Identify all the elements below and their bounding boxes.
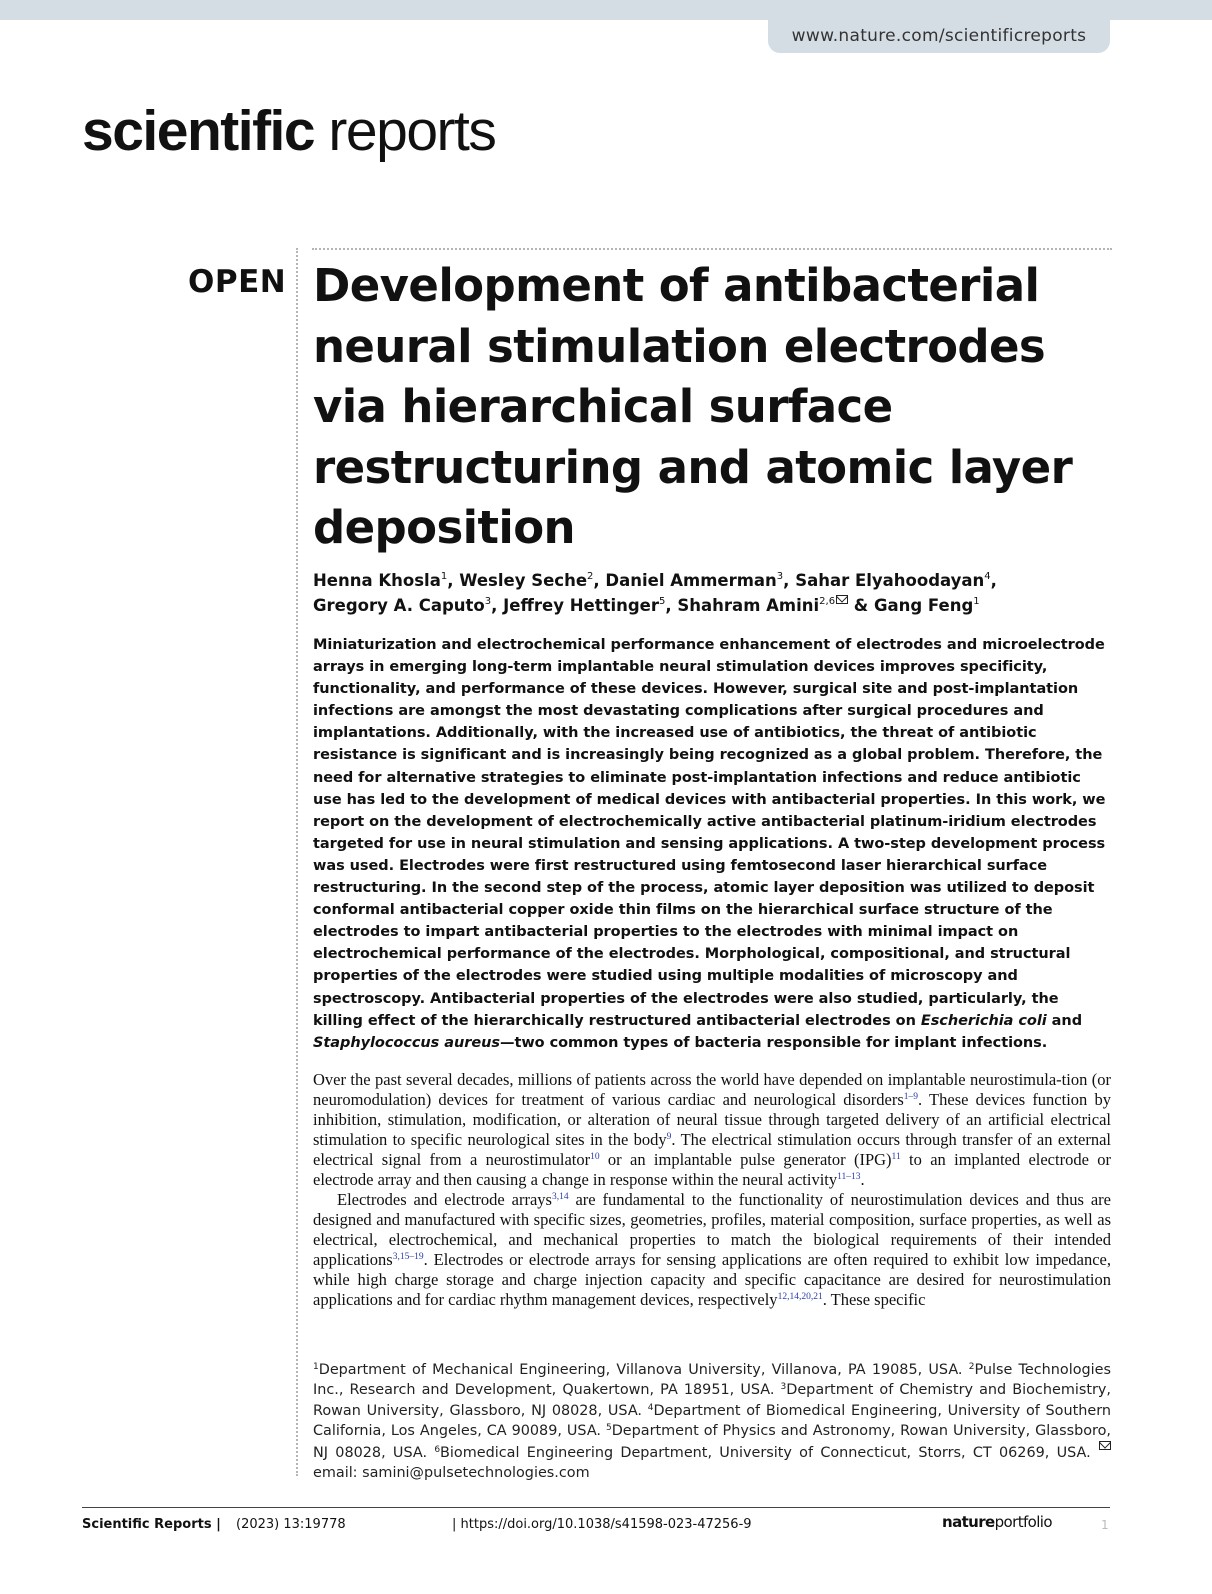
affiliation-number: 4 bbox=[647, 1402, 654, 1413]
footer-citation: (2023) 13:19778 bbox=[236, 1517, 346, 1532]
dotted-divider-top bbox=[312, 248, 1112, 250]
author-affiliation: 2,6 bbox=[819, 596, 836, 607]
paragraph-text: Over the past several decades, millions of patients across the world have depended on implantable neurostimula-tion (or neuromodulation) devices for treatment of various cardiac and neurological disorders bbox=[313, 1070, 1111, 1109]
top-color-band bbox=[0, 0, 1212, 20]
author-separator: & bbox=[848, 596, 874, 615]
publisher-logo-bold: nature bbox=[942, 1513, 995, 1531]
paragraph-text: or an implantable pulse generator (IPG) bbox=[599, 1150, 892, 1169]
citation-ref[interactable]: 3,15–19 bbox=[392, 1252, 424, 1262]
author-name[interactable]: Gregory A. Caputo bbox=[313, 596, 485, 615]
affiliation-number: 5 bbox=[605, 1422, 612, 1433]
author-affiliation: 4 bbox=[984, 571, 991, 582]
envelope-icon bbox=[1099, 1441, 1111, 1450]
body-text bbox=[313, 1070, 1111, 1310]
author-name[interactable]: Sahar Elyahoodayan bbox=[795, 571, 985, 590]
citation-ref[interactable]: 11–13 bbox=[837, 1172, 861, 1182]
journal-logo-bold: scientific bbox=[82, 99, 315, 163]
author-separator: , bbox=[491, 596, 504, 615]
affiliation-number: 2 bbox=[968, 1362, 975, 1372]
page-number: 1 bbox=[1101, 1518, 1109, 1532]
open-access-label: OPEN bbox=[188, 264, 287, 300]
author-separator: , bbox=[990, 571, 997, 590]
citation-ref[interactable]: 10 bbox=[590, 1152, 600, 1162]
publisher-logo bbox=[942, 1513, 1052, 1531]
abstract-text: Miniaturization and electrochemical performance enhancement of electrodes and microelectrode arrays in emerging long-term implantable neural stimulation devices improves specificity, functionality, and performance of these devices. However, surgical site and post-implantation infections are amongst the most devastating complications after surgical procedures and implantations. Additionally, with the increased use of antibiotics, the threat of antibiotic resistance is significant and is increasingly being recognized as a global problem. Therefore, the need for alternative strategies to eliminate post-implantation infections and reduce antibiotic use has led to the development of medical devices with antibacterial properties. In this work, we report on the development of electrochemically active antibacterial platinum-iridium electrodes targeted for use in neural stimulation and sensing applications. A two-step development process was used. Electrodes were first restructured using femtosecond laser hierarchical surface restructuring. In the second step of the process, atomic layer deposition was utilized to deposit conformal antibacterial copper oxide thin films on the hierarchical surface structure of the electrodes to impart antibacterial properties to the electrodes with minimal impact on electrochemical performance of the electrodes. Morphological, compositional, and structural properties of the electrodes were studied using multiple modalities of microscopy and spectroscopy. Antibacterial properties of the electrodes were also studied, particularly, the killing effect of the hierarchically restructured antibacterial electrodes on bbox=[313, 637, 1106, 1029]
citation-ref[interactable]: 11 bbox=[891, 1152, 901, 1162]
author-separator: , bbox=[593, 571, 606, 590]
author-name[interactable]: Daniel Ammerman bbox=[605, 571, 777, 590]
journal-logo bbox=[82, 96, 495, 166]
paragraph-text: . bbox=[860, 1170, 865, 1189]
article-title: Development of antibacterial neural stimulation electrodes via hierarchical surface restructuring and atomic layer deposition bbox=[313, 259, 1073, 554]
paragraph-text: . These specific bbox=[822, 1290, 926, 1309]
citation-ref[interactable]: 3,14 bbox=[551, 1192, 569, 1202]
abstract-text: and bbox=[1046, 1012, 1083, 1029]
author-name[interactable]: Henna Khosla bbox=[313, 571, 441, 590]
paragraph-text: . These devices function by inhibition, stimulation, modification, or alteration of neural tissue through targeted delivery of an artificial electrical stimulation to specific neurological sites in the body bbox=[313, 1090, 1112, 1149]
publisher-logo-light: portfolio bbox=[994, 1513, 1052, 1531]
author-affiliation: 3 bbox=[776, 571, 784, 582]
affiliation-number: 3 bbox=[780, 1382, 787, 1393]
footer-doi-link[interactable]: | https://doi.org/10.1038/s41598-023-47256-9 bbox=[452, 1517, 752, 1532]
author-name[interactable]: Gang Feng bbox=[873, 596, 974, 615]
citation-ref[interactable]: 12,14,20,21 bbox=[777, 1292, 823, 1302]
citation-ref[interactable]: 1–9 bbox=[903, 1092, 919, 1102]
paragraph-text: are fundamental to the functionality of neurostimulation devices and thus are designed and manufactured with specific sizes, geometries, profiles, material composition, surface properties, as well as electrical, electrochemical, and mechanical properties to match the biological requirements of their intended applications bbox=[313, 1190, 1111, 1269]
abstract bbox=[313, 634, 1113, 1054]
author-affiliation: 1 bbox=[440, 571, 448, 582]
author-name[interactable]: Jeffrey Hettinger bbox=[503, 596, 660, 615]
author-separator: , bbox=[783, 571, 796, 590]
affiliation-number: 6 bbox=[434, 1445, 441, 1456]
citation-ref[interactable]: 9 bbox=[666, 1132, 672, 1142]
author-list bbox=[313, 568, 1113, 618]
footer-journal-name: Scientific Reports | bbox=[82, 1517, 221, 1532]
author-affiliation: 1 bbox=[973, 596, 980, 607]
affiliations bbox=[313, 1360, 1111, 1484]
author-affiliation: 3 bbox=[484, 596, 492, 607]
author-name[interactable]: Shahram Amini bbox=[677, 596, 820, 615]
paragraph-text: Electrodes and electrode arrays bbox=[337, 1190, 552, 1209]
affiliation-text: Department of Physics and Astronomy, Rowan University, Glassboro, NJ 08028, USA. bbox=[313, 1422, 1111, 1462]
author-name[interactable]: Wesley Seche bbox=[459, 571, 588, 590]
author-affiliation: 2 bbox=[587, 571, 594, 582]
paragraph-text: . The electrical stimulation occurs through transfer of an external electrical signal from a neurostimulator bbox=[313, 1130, 1111, 1169]
affiliation-text: Biomedical Engineering Department, University of Connecticut, Storrs, CT 06269, USA. bbox=[440, 1445, 1099, 1462]
abstract-text: —two common types of bacteria responsible for implant infections. bbox=[500, 1034, 1048, 1051]
journal-url-tab[interactable]: www.nature.com/scientificreports bbox=[768, 20, 1110, 53]
affiliation-text: Department of Biomedical Engineering, University of Southern California, Los Angeles, CA 90089, USA. bbox=[313, 1402, 1111, 1439]
affiliation-text: Department of Mechanical Engineering, Villanova University, Villanova, PA 19085, USA. bbox=[318, 1362, 969, 1378]
affiliation-text: Department of Chemistry and Biochemistry, Rowan University, Glassboro, NJ 08028, USA. bbox=[313, 1382, 1111, 1419]
paragraph-text: to an implanted electrode or electrode array and then causing a change in response within the neural activity bbox=[313, 1150, 1111, 1189]
envelope-icon[interactable] bbox=[836, 595, 848, 604]
species-name: Staphylococcus aureus bbox=[313, 1034, 500, 1051]
author-separator: , bbox=[665, 596, 678, 615]
author-separator: , bbox=[447, 571, 460, 590]
paragraph bbox=[313, 1190, 1111, 1310]
author-affiliation: 5 bbox=[659, 596, 666, 607]
affiliation-number: 1 bbox=[313, 1362, 319, 1372]
paragraph-text: . Electrodes or electrode arrays for sensing applications are often required to exhibit low impedance, while high charge storage and charge injection capacity and specific capacitance are desired for neurostimulation applications and for cardiac rhythm management devices, respectively bbox=[313, 1250, 1111, 1309]
affiliation-text: Pulse Technologies Inc., Research and Development, Quakertown, PA 18951, USA. bbox=[313, 1362, 1111, 1399]
dotted-divider-left bbox=[296, 248, 298, 1476]
paragraph bbox=[313, 1070, 1111, 1190]
corresponding-email[interactable]: email: samini@pulsetechnologies.com bbox=[313, 1465, 590, 1482]
footer-divider bbox=[82, 1507, 1110, 1508]
species-name: Escherichia coli bbox=[920, 1012, 1047, 1029]
journal-logo-light: reports bbox=[314, 99, 496, 163]
